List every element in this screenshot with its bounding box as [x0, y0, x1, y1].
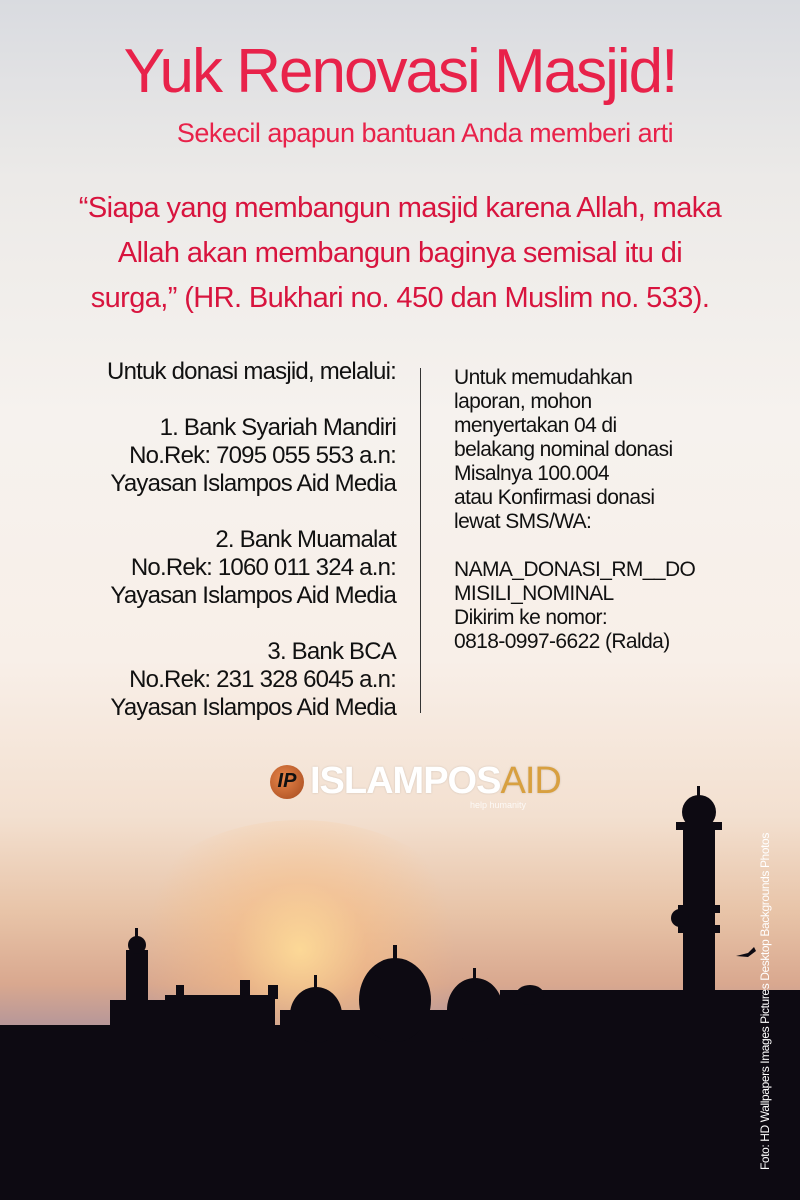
bank-name: 3. Bank BCA [267, 638, 396, 665]
account-holder: Yayasan Islampos Aid Media [110, 470, 396, 497]
donation-intro: Untuk donasi masjid, melalui: [107, 358, 396, 385]
account-number: No.Rek: 1060 011 324 a.n: [130, 554, 396, 581]
bank-name: 1. Bank Syariah Mandiri [159, 414, 396, 441]
quote-line: Allah akan membangun baginya semisal itu di [117, 237, 683, 269]
logo-tagline: help humanity [470, 800, 527, 810]
sms-format: MISILI_NOMINAL [454, 582, 614, 605]
bank-name: 2. Bank Muamalat [215, 526, 396, 553]
instruction-line: Untuk memudahkan [454, 366, 633, 389]
instruction-line: lewat SMS/WA: [454, 510, 592, 533]
logo-name: ISLAMPOS [310, 760, 501, 802]
account-holder: Yayasan Islampos Aid Media [110, 694, 396, 721]
instruction-line: menyertakan 04 di [454, 414, 617, 437]
phone-number: 0818-0997-6622 (Ralda) [454, 630, 670, 653]
logo-text [310, 760, 561, 803]
instruction-line: Misalnya 100.004 [454, 462, 610, 485]
page-title: Yuk Renovasi Masjid! [123, 37, 677, 106]
sms-format: NAMA_DONASI_RM__DO [454, 558, 696, 581]
account-holder: Yayasan Islampos Aid Media [110, 582, 396, 609]
logo-suffix: AID [500, 760, 561, 802]
account-number: No.Rek: 231 328 6045 a.n: [129, 666, 396, 693]
photo-credit: Foto: HD Wallpapers Images Pictures Desktop Backgrounds Photos [758, 833, 772, 1170]
instruction-line: atau Konfirmasi donasi [454, 486, 655, 509]
send-label: Dikirim ke nomor: [454, 606, 608, 629]
islampos-aid-logo [270, 760, 561, 810]
instruction-line: laporan, mohon [454, 390, 592, 413]
account-number: No.Rek: 7095 055 553 a.n: [129, 442, 396, 469]
instruction-line: belakang nominal donasi [454, 438, 673, 461]
quote-line: surga,” (HR. Bukhari no. 450 dan Muslim no. 533). [90, 282, 710, 314]
quote-line: “Siapa yang membangun masjid karena Allah, maka [78, 192, 722, 224]
logo-mark-icon: IP [270, 765, 304, 799]
subtitle: Sekecil apapun bantuan Anda memberi arti [176, 118, 674, 148]
